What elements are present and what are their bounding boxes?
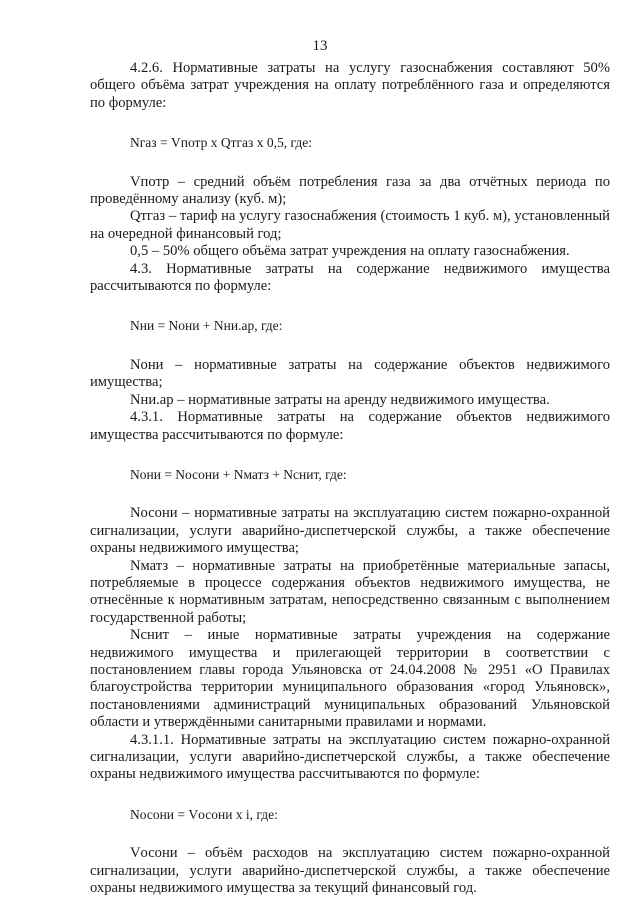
paragraph: Vпотр – средний объём потребления газа за два отчётных периода по проведённому анализу (куб. м); (90, 173, 610, 208)
paragraph: Vосони – объём расходов на эксплуатацию систем пожарно-охранной сигнализации, услуги аварийно-диспетчерской службы, а также обеспечение охраны недвижимого имущества за текущий финансовый год. (90, 845, 610, 897)
paragraph: Nматз – нормативные затраты на приобретённые материальные запасы, потребляемые в процессе содержания объектов недвижимого имущества, не отнесённые к нормативным затратам, непосредственно связанным с выполнением государственной работы; (90, 557, 610, 626)
formula: Nни = Nони + Nни.ар, где: (130, 318, 283, 334)
formula: Nони = Nосони + Nматз + Nснит, где: (130, 466, 347, 482)
paragraph: 4.3.1.1. Нормативные затраты на эксплуатацию систем пожарно-охранной сигнализации, услуги аварийно-диспетчерской службы, а также обеспечение охраны недвижимого имущества рассчитываются по формуле: (90, 731, 610, 783)
paragraph: 4.2.6. Нормативные затраты на услугу газоснабжения составляют 50% общего объёма затрат учреждения на оплату потреблённого газа и определяются по формуле: (90, 60, 610, 111)
paragraph: Nснит – иные нормативные затраты учреждения на содержание недвижимого имущества и прилегающей территории в соответствии с постановлением главы города Ульяновска от 24.04.2008 № 2951 «О Правилах благоустройства территории муниципального образования «город Ульяновск», постановлениями администраций муниципальных образований Ульяновской области и утверждёнными санитарными правилами и нормами. (90, 627, 610, 731)
paragraph: Nни.ар – нормативные затраты на аренду недвижимого имущества. (130, 391, 550, 408)
spacer (90, 784, 610, 806)
spacer (90, 823, 610, 845)
paragraph: 4.3. Нормативные затраты на содержание недвижимого имущества рассчитываются по формуле: (90, 260, 610, 295)
formula: Nгаз = Vпотр x Qтгаз x 0,5, где: (130, 135, 312, 151)
paragraph: Qтгаз – тариф на услугу газоснабжения (стоимость 1 куб. м), установленный на очередной финансовый год; (90, 208, 610, 242)
spacer (90, 483, 610, 505)
paragraph: 0,5 – 50% общего объёма затрат учреждения на оплату газоснабжения. (130, 243, 570, 260)
document-body (90, 60, 610, 897)
spacer (90, 295, 610, 317)
spacer (90, 335, 610, 357)
paragraph: 4.3.1. Нормативные затраты на содержание объектов недвижимого имущества рассчитываются по формуле: (90, 409, 610, 443)
spacer (90, 152, 610, 174)
spacer (90, 112, 610, 134)
formula: Nосони = Vосони x i, где: (130, 806, 278, 822)
page-number: 13 (312, 38, 328, 54)
paragraph: Nосони – нормативные затраты на эксплуатацию систем пожарно-охранной сигнализации, услуги аварийно-диспетчерской службы, а также обеспечение охраны недвижимого имущества; (90, 505, 610, 557)
spacer (90, 444, 610, 466)
paragraph: Nони – нормативные затраты на содержание объектов недвижимого имущества; (90, 356, 610, 391)
